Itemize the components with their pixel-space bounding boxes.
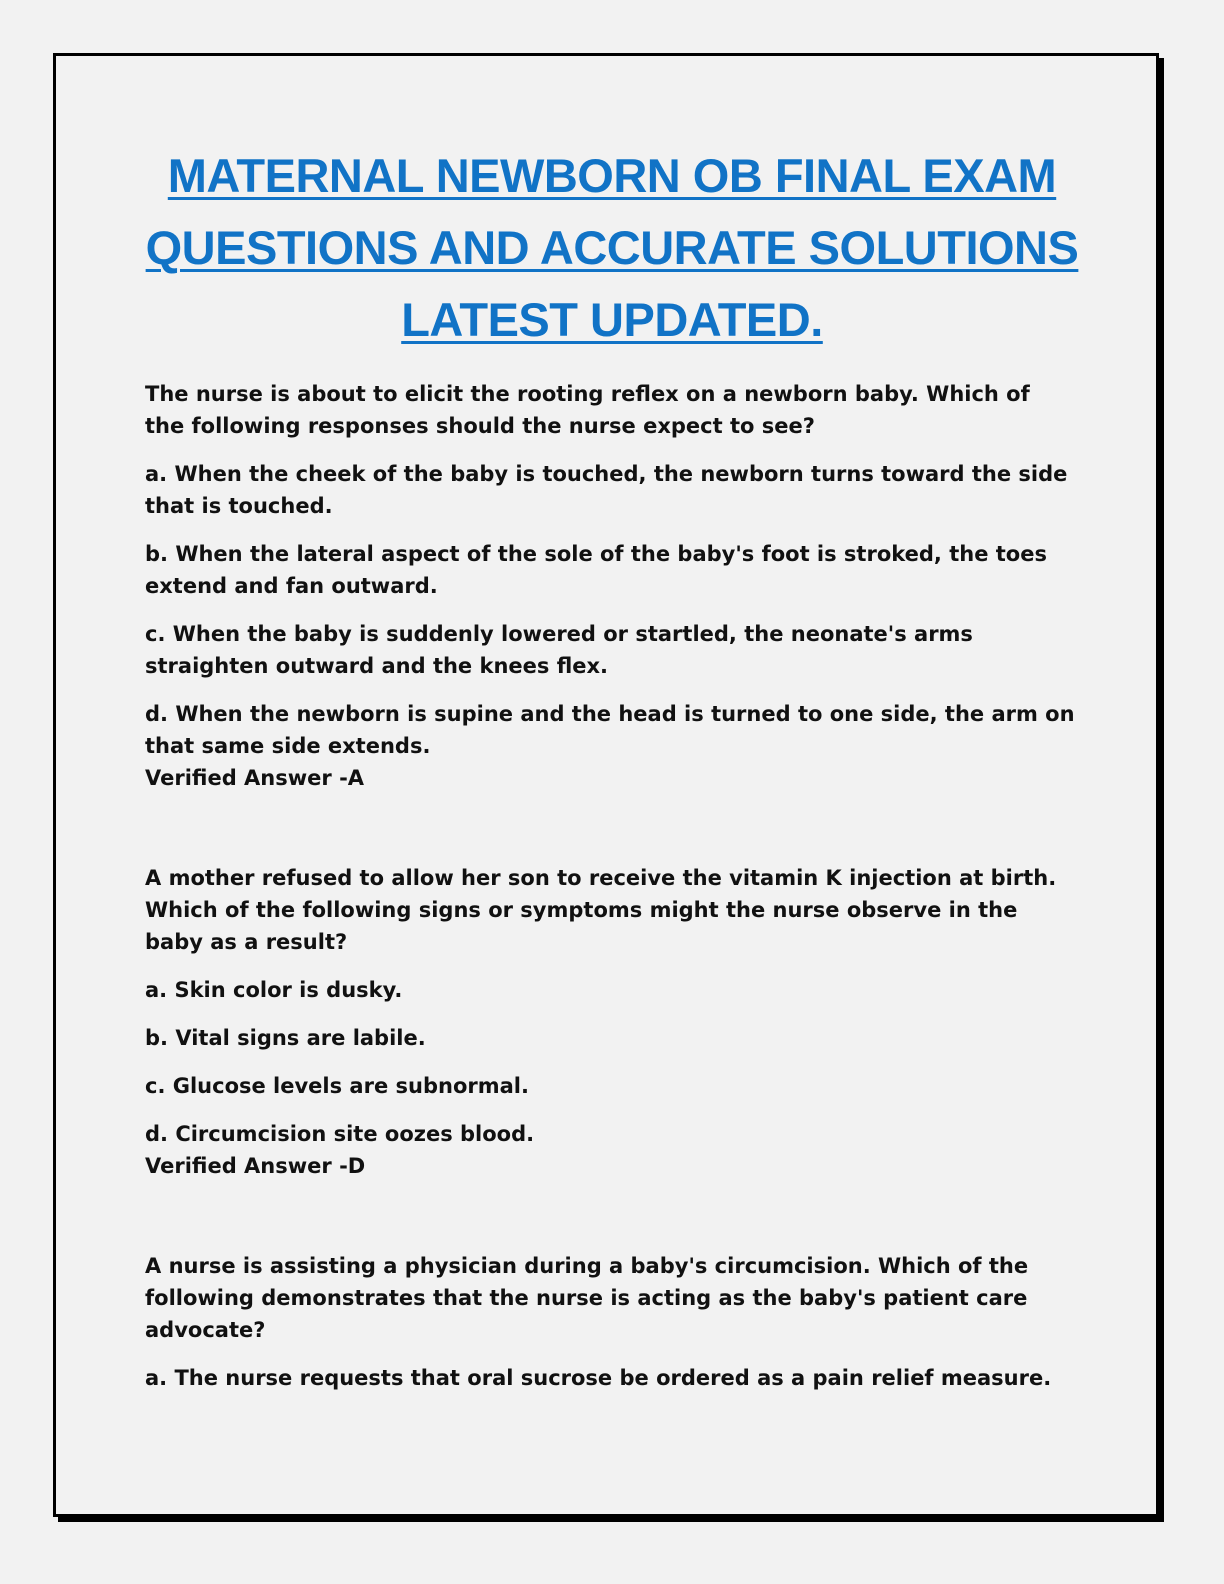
option-a: a. Skin color is dusky. [145, 978, 403, 1002]
option-c: c. When the baby is suddenly lowered or startled, the neonate's arms straighten outward and the knees flex. [145, 622, 973, 678]
question-1 [145, 378, 1075, 794]
title-line-2: QUESTIONS AND ACCURATE SOLUTIONS [145, 221, 1079, 274]
option-b: b. When the lateral aspect of the sole of the baby's foot is stroked, the toes extend and fan outward. [145, 542, 1047, 598]
document-title [120, 140, 1104, 356]
question-stem: A mother refused to allow her son to receive the vitamin K injection at birth. Which of the following signs or symptoms might the nurse observe in the baby as a result? [145, 866, 1057, 954]
option-d: d. When the newborn is supine and the head is turned to one side, the arm on that same side extends. [145, 702, 1075, 758]
option-a: a. The nurse requests that oral sucrose be ordered as a pain relief measure. [145, 1366, 1052, 1390]
question-2 [145, 862, 1075, 1182]
question-stem: A nurse is assisting a physician during a baby's circumcision. Which of the following demonstrates that the nurse is acting as the baby's patient care advocate? [145, 1254, 1029, 1342]
question-3 [145, 1250, 1075, 1394]
option-c: c. Glucose levels are subnormal. [145, 1074, 529, 1098]
title-line-1: MATERNAL NEWBORN OB FINAL EXAM [167, 149, 1057, 202]
question-stem: The nurse is about to elicit the rooting reflex on a newborn baby. Which of the following responses should the nurse expect to see? [145, 382, 1030, 438]
verified-answer: Verified Answer -D [145, 1154, 366, 1178]
option-b: b. Vital signs are labile. [145, 1026, 426, 1050]
option-a: a. When the cheek of the baby is touched, the newborn turns toward the side that is touched. [145, 462, 1068, 518]
document-content [145, 378, 1075, 1410]
verified-answer: Verified Answer -A [145, 766, 365, 790]
title-line-3: LATEST UPDATED. [401, 293, 823, 346]
option-d: d. Circumcision site oozes blood. [145, 1122, 535, 1146]
